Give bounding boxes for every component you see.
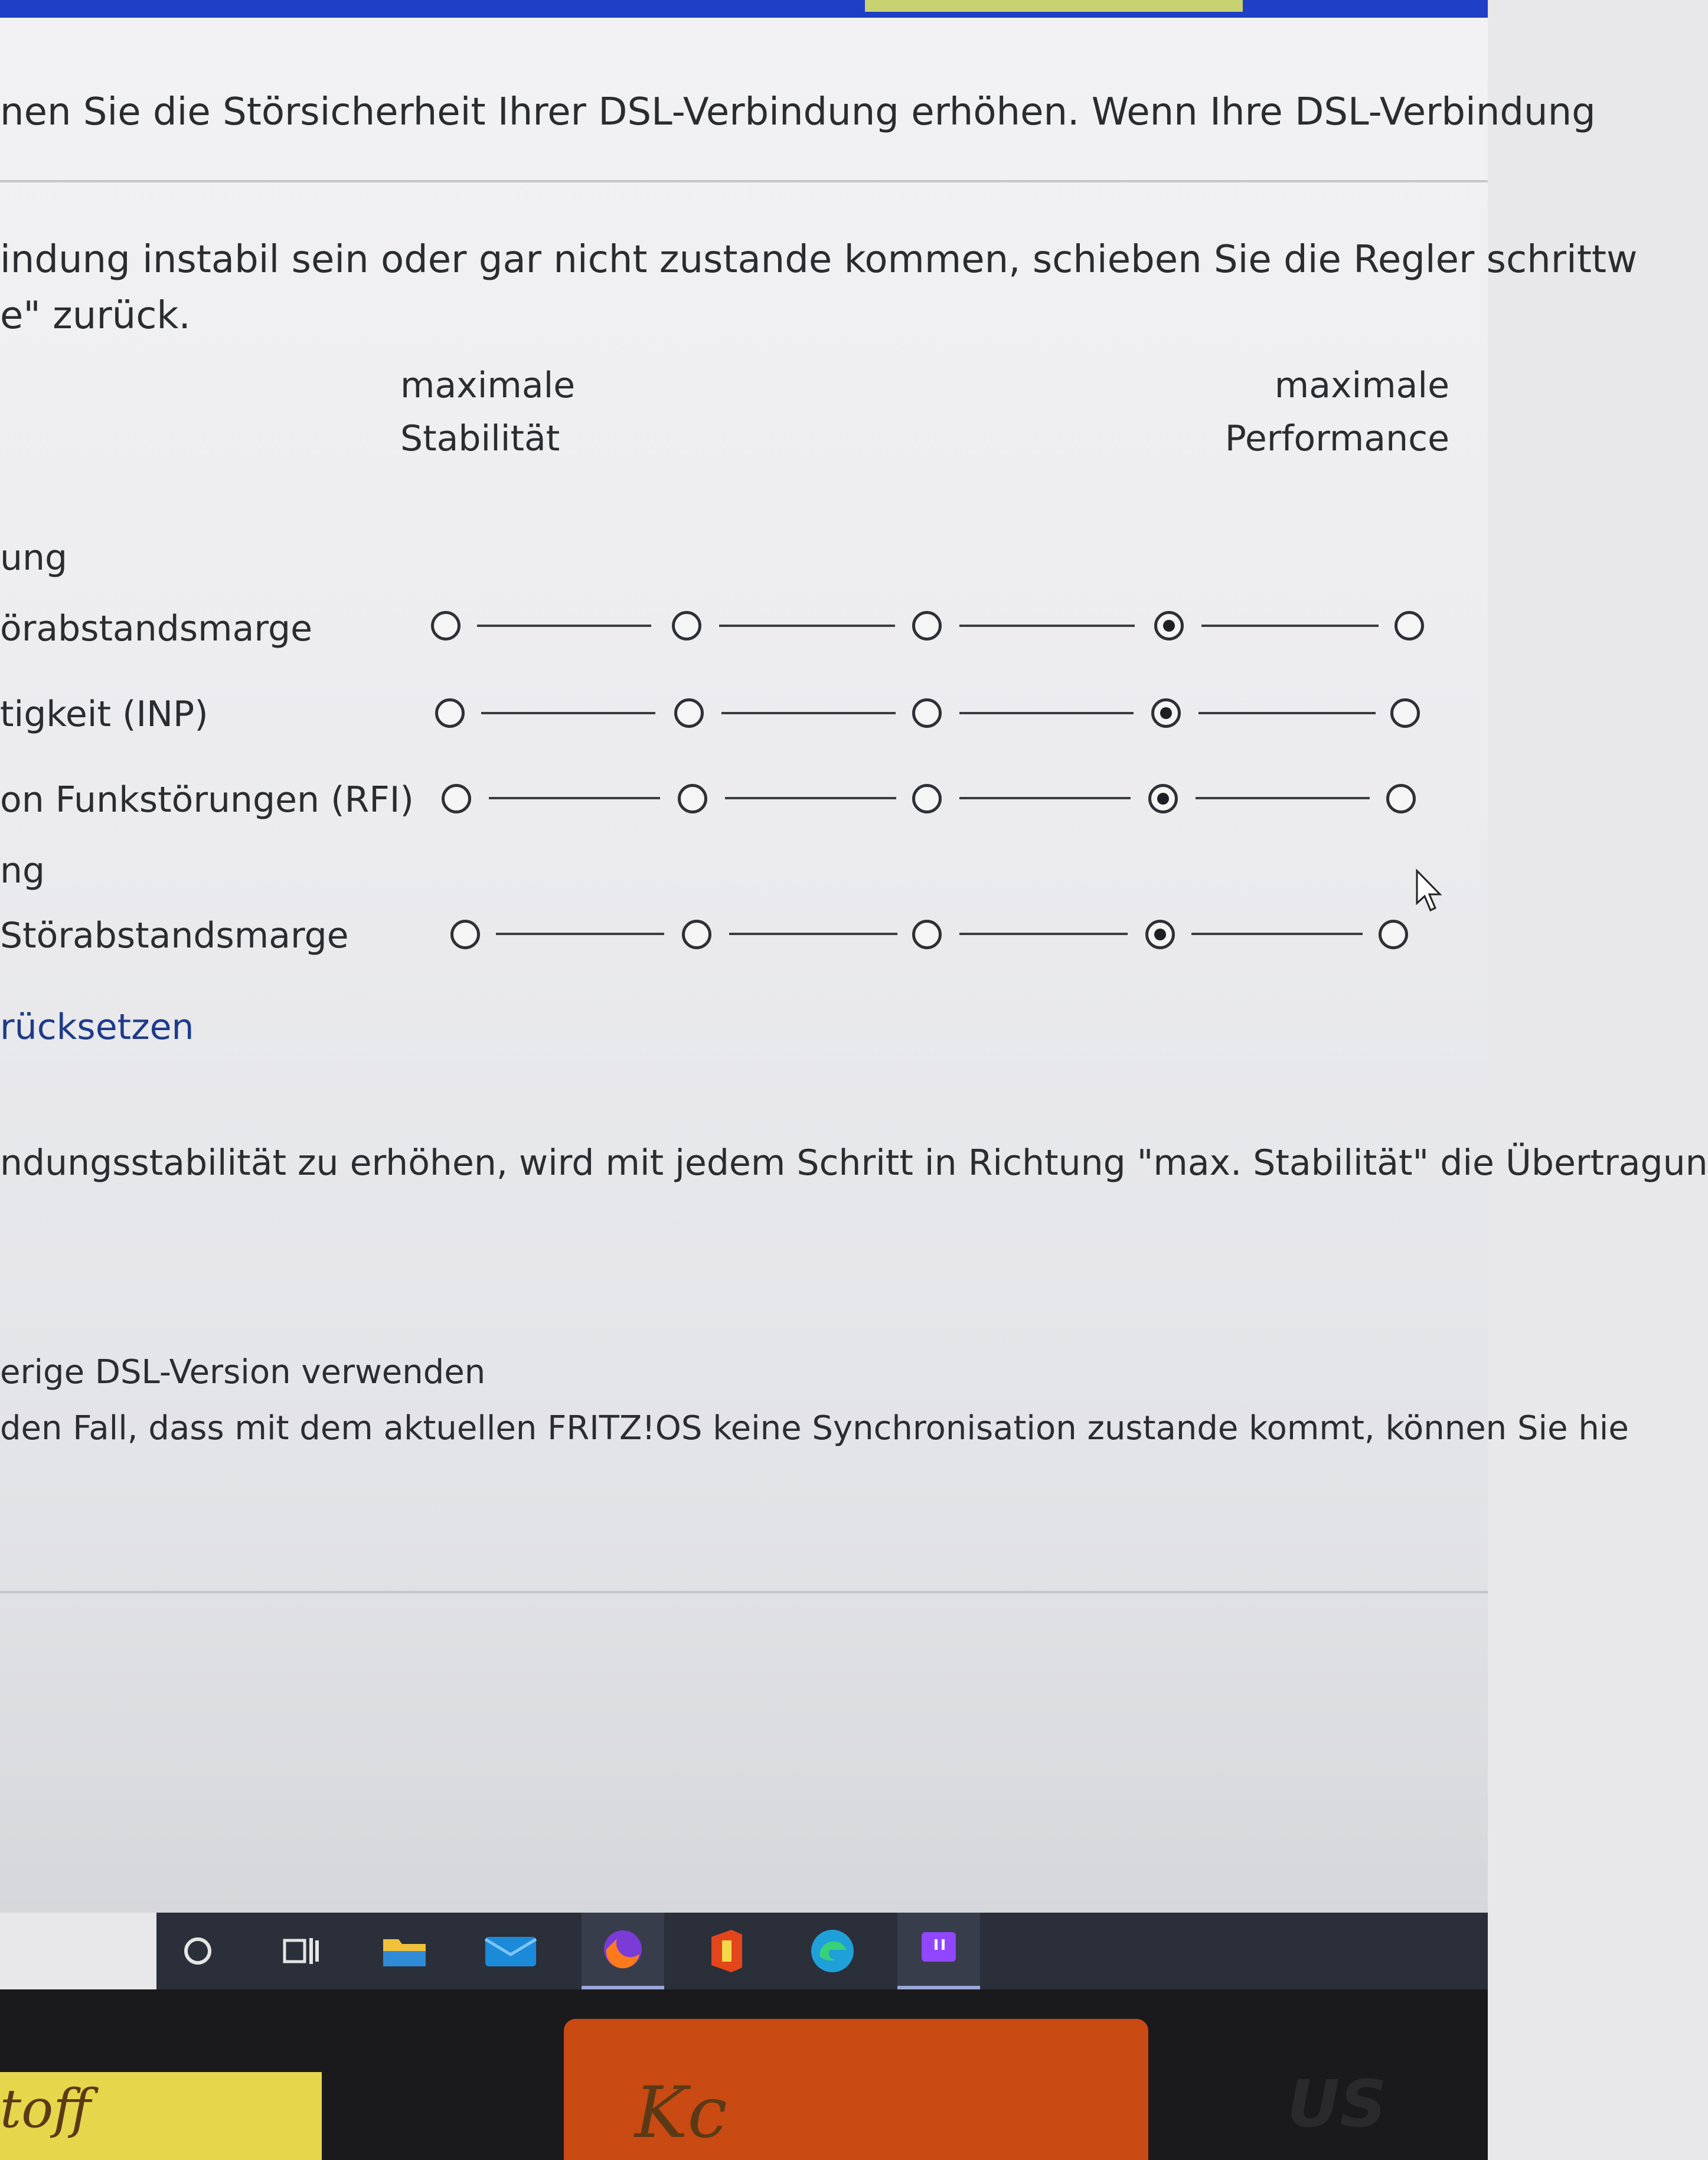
divider	[0, 1591, 1488, 1593]
row-label-snr-margin: örabstandsmarge	[0, 608, 312, 649]
slider-track	[719, 625, 895, 627]
cortana-circle-icon[interactable]	[156, 1913, 239, 1989]
radio-snr-3[interactable]	[912, 611, 942, 641]
slider-track	[959, 712, 1134, 714]
slider-track	[725, 797, 896, 799]
scale-right-line1: maximale	[1274, 365, 1449, 406]
browser-top-bar	[0, 0, 1488, 18]
legacy-dsl-title[interactable]: erige DSL-Version verwenden	[0, 1353, 486, 1391]
radio-up-3[interactable]	[912, 920, 942, 949]
slider-track	[1196, 797, 1370, 799]
slider-track	[959, 797, 1131, 799]
row-label-upstream-snr: Störabstandsmarge	[0, 915, 349, 956]
slider-track	[477, 625, 651, 627]
radio-inp-3[interactable]	[912, 698, 942, 728]
scale-right-line2: Performance	[1224, 418, 1449, 459]
section-heading-downstream: ung	[0, 537, 68, 579]
radio-inp-5[interactable]	[1390, 698, 1420, 728]
firefox-icon[interactable]	[582, 1913, 664, 1989]
section-heading-upstream: ng	[0, 850, 45, 891]
radio-inp-4-selected[interactable]	[1151, 698, 1181, 728]
radio-rfi-3[interactable]	[912, 784, 942, 813]
fritzbox-dsl-settings-page	[0, 18, 1708, 1913]
windows-taskbar	[156, 1913, 1488, 1989]
scale-left-header	[400, 359, 575, 465]
intro-text-line1: nen Sie die Störsicherheit Ihrer DSL-Verbindung erhöhen. Wenn Ihre DSL-Verbindung	[0, 90, 1596, 134]
sticky-note-yellow-text: toff	[0, 2078, 92, 2140]
monitor-logo: US	[1287, 2066, 1387, 2142]
slider-track	[489, 797, 660, 799]
radio-snr-2[interactable]	[672, 611, 701, 641]
radio-up-5[interactable]	[1379, 920, 1408, 949]
radio-snr-4-selected[interactable]	[1154, 611, 1184, 641]
file-explorer-icon[interactable]	[363, 1913, 446, 1989]
scale-left-line1: maximale	[400, 365, 576, 406]
intro-text-line3: e" zurück.	[0, 294, 191, 338]
radio-snr-5[interactable]	[1395, 611, 1424, 641]
task-view-icon[interactable]	[260, 1913, 342, 1989]
twitch-icon[interactable]	[897, 1913, 980, 1989]
slider-track	[1191, 933, 1363, 935]
reset-link[interactable]: rücksetzen	[0, 1007, 194, 1048]
scale-left-line2: Stabilität	[400, 418, 560, 459]
radio-rfi-1[interactable]	[442, 784, 471, 813]
slider-track	[959, 933, 1128, 935]
slider-track	[959, 625, 1135, 627]
radio-rfi-2[interactable]	[678, 784, 707, 813]
sticky-note-orange-text: Kc	[635, 2072, 727, 2154]
slider-track	[1201, 625, 1379, 627]
slider-track	[729, 933, 897, 935]
sticky-note-yellow	[0, 2072, 322, 2160]
radio-inp-2[interactable]	[674, 698, 704, 728]
slider-track	[1198, 712, 1376, 714]
stability-note: ndungsstabilität zu erhöhen, wird mit jedem Schritt in Richtung "max. Stabilität" die Übertragun	[0, 1142, 1708, 1184]
sticky-note-orange	[564, 2019, 1148, 2160]
radio-inp-1[interactable]	[435, 698, 465, 728]
radio-up-2[interactable]	[682, 920, 711, 949]
radio-rfi-5[interactable]	[1386, 784, 1416, 813]
scale-right-header	[1204, 359, 1449, 465]
row-label-inp: tigkeit (INP)	[0, 694, 208, 735]
divider	[0, 180, 1488, 182]
slider-track	[496, 933, 664, 935]
edge-icon[interactable]	[791, 1913, 874, 1989]
radio-up-1[interactable]	[450, 920, 480, 949]
slider-track	[721, 712, 896, 714]
loading-progress-bar	[865, 0, 1243, 12]
legacy-dsl-description: den Fall, dass mit dem aktuellen FRITZ!OS keine Synchronisation zustande kommt, können Sie hie	[0, 1409, 1629, 1447]
radio-rfi-4-selected[interactable]	[1148, 784, 1178, 813]
mouse-cursor-icon	[1414, 868, 1444, 915]
mail-icon[interactable]	[469, 1913, 552, 1989]
radio-snr-1[interactable]	[431, 611, 461, 641]
row-label-rfi: on Funkstörungen (RFI)	[0, 779, 414, 821]
radio-up-4-selected[interactable]	[1145, 920, 1175, 949]
intro-text-line2: indung instabil sein oder gar nicht zustande kommen, schieben Sie die Regler schrittw	[0, 238, 1638, 282]
slider-track	[481, 712, 655, 714]
office-icon[interactable]	[685, 1913, 768, 1989]
